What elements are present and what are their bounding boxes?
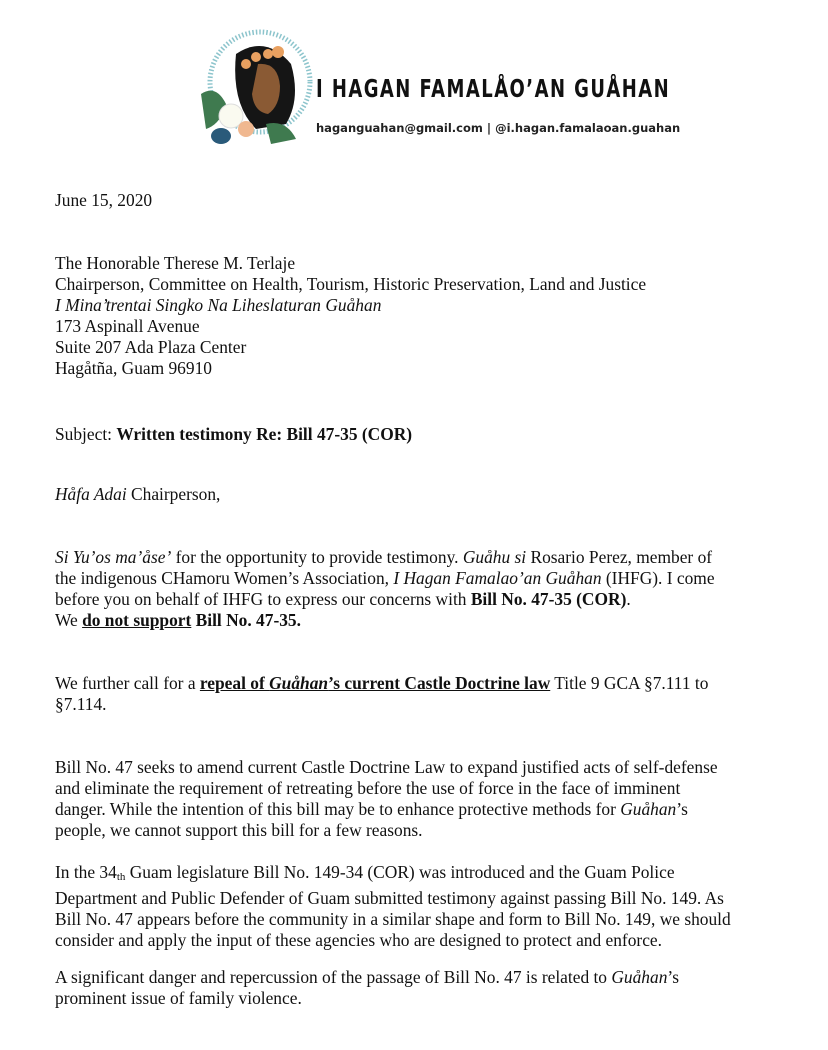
text: Guam legislature Bill No. 149-34 (COR) was introduced and the Guam Police xyxy=(125,862,675,882)
text: ’s xyxy=(667,967,680,987)
text: Rosario Perez, member of xyxy=(526,547,713,567)
text: Bill No. 47 appears before the community in a similar shape and form to Bill No. 149, we should xyxy=(55,909,731,929)
text: A significant danger and repercussion of the passage of Bill No. 47 is related to xyxy=(55,967,612,987)
organization-logo xyxy=(196,24,316,154)
text: (IHFG). I come xyxy=(601,568,715,588)
letter-date: June 15, 2020 xyxy=(55,190,153,210)
text: . xyxy=(626,589,631,609)
text: danger. While the intention of this bill may be to enhance protective methods for xyxy=(55,799,621,819)
paragraph-position xyxy=(55,610,301,631)
text: ’s current Castle Doctrine law xyxy=(328,673,551,693)
contact-line xyxy=(316,118,680,139)
text: for the opportunity to provide testimony. xyxy=(171,547,463,567)
subject-text: Written testimony Re: Bill 47-35 (COR) xyxy=(116,424,413,444)
text: Guåhu si xyxy=(462,547,527,567)
text: people, we cannot support this bill for a few reasons. xyxy=(55,820,423,840)
text: do not support xyxy=(82,610,192,630)
greeting-italic: Håfa Adai xyxy=(55,484,127,504)
subject-label: Subject: xyxy=(55,424,117,444)
separator: | xyxy=(486,121,492,135)
address-line: The Honorable Therese M. Terlaje xyxy=(55,253,296,273)
text: In the 34 xyxy=(55,862,117,882)
social-handle[interactable]: @i.hagan.famalaoan.guahan xyxy=(495,121,681,135)
text: Title 9 GCA §7.111 to xyxy=(550,673,709,693)
text: Bill No. 47 seeks to amend current Castle Doctrine Law to expand justified acts of self-defense xyxy=(55,757,718,777)
text: Si Yu’os ma’åse’ xyxy=(55,547,172,567)
paragraph-history xyxy=(55,862,731,951)
text: §7.114. xyxy=(55,694,107,714)
text: and eliminate the requirement of retreating before the use of force in the face of imminent xyxy=(55,778,681,798)
text: consider and apply the input of these agencies who are designed to protect and enforce. xyxy=(55,930,662,950)
text: before you on behalf of IHFG to express our concerns with xyxy=(55,589,471,609)
text: repeal of xyxy=(199,673,270,693)
text: the indigenous CHamoru Women’s Association xyxy=(55,568,385,588)
address-line: Chairperson, Committee on Health, Tourism, Historic Preservation, Land and Justice xyxy=(55,274,647,294)
greeting xyxy=(55,484,220,505)
text: Bill No. 47-35. xyxy=(191,610,301,630)
address-line: I Mina’trentai Singko Na Liheslaturan Guåhan xyxy=(55,295,382,315)
address-line: Suite 207 Ada Plaza Center xyxy=(55,337,247,357)
organization-name: I HAGAN FAMALÅO’AN GUÅHAN xyxy=(316,74,671,103)
text: Guåhan xyxy=(620,799,677,819)
text: ’s xyxy=(676,799,688,819)
paragraph-family-violence xyxy=(55,967,679,1009)
text: Guåhan xyxy=(269,673,329,693)
text: We xyxy=(55,610,83,630)
recipient-address xyxy=(55,253,646,379)
paragraph-bill-summary xyxy=(55,757,718,841)
text: Department and Public Defender of Guam submitted testimony against passing Bill No. 149. As xyxy=(55,888,724,908)
paragraph-repeal xyxy=(55,673,708,715)
text: We further call for a xyxy=(55,673,200,693)
text: Guåhan xyxy=(611,967,668,987)
email-link[interactable]: haganguahan@gmail.com xyxy=(316,121,483,135)
text: Bill No. 47-35 (COR) xyxy=(470,589,627,609)
greeting-text: Chairperson, xyxy=(126,484,221,504)
subject-line xyxy=(55,424,412,445)
address-line: Hagåtña, Guam 96910 xyxy=(55,358,212,378)
text: prominent issue of family violence. xyxy=(55,988,302,1008)
address-line: 173 Aspinall Avenue xyxy=(55,316,200,336)
paragraph-intro xyxy=(55,547,715,610)
text: , xyxy=(384,568,389,588)
text: th xyxy=(116,871,126,883)
text: I Hagan Famalao’an Guåhan xyxy=(389,568,602,588)
